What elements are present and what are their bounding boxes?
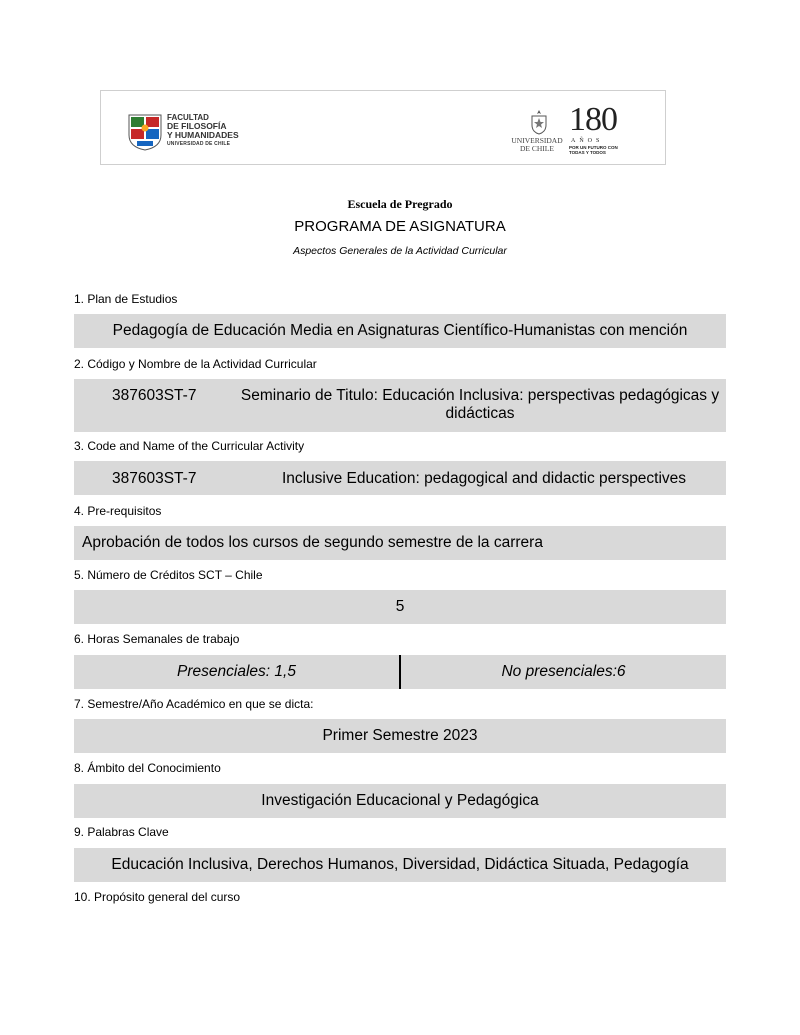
anniversary-number: 180 [569, 101, 617, 138]
section-8-label: 8. Ámbito del Conocimiento [74, 761, 221, 775]
section-8-box [74, 784, 726, 818]
section-5-box [74, 590, 726, 624]
activity-code-en: 387603ST-7 [112, 470, 197, 487]
section-3-label: 3. Code and Name of the Curricular Activity [74, 439, 305, 453]
section-3-box [74, 461, 726, 495]
section-7-box [74, 719, 726, 753]
prerequisites-value: Aprobación de todos los cursos de segundo semestre de la carrera [82, 534, 543, 551]
section-6-box [74, 655, 726, 689]
school-title: Escuela de Pregrado [347, 197, 453, 211]
credits-value: 5 [395, 598, 405, 615]
activity-code: 387603ST-7 [112, 387, 197, 404]
section-5-label: 5. Número de Créditos SCT – Chile [74, 568, 263, 582]
university-name: UNIVERSIDAD DE CHILE [511, 136, 563, 153]
section-10-label: 10. Propósito general del curso [74, 890, 241, 904]
hours-no-presencial: No presenciales:6 [501, 663, 626, 680]
section-2-label: 2. Código y Nombre de la Actividad Curricular [74, 357, 317, 371]
section-9-label: 9. Palabras Clave [74, 825, 169, 839]
anniversary-word: AÑOS [571, 138, 604, 144]
section-4-label: 4. Pre-requisitos [74, 504, 162, 518]
hours-presencial: Presenciales: 1,5 [177, 663, 296, 680]
university-emblem-icon [529, 109, 549, 135]
knowledge-area-value: Investigación Educacional y Pedagógica [261, 792, 539, 809]
activity-name-en: Inclusive Education: pedagogical and didactic perspectives [281, 470, 687, 487]
keywords-value: Educación Inclusiva, Derechos Humanos, Diversidad, Didáctica Situada, Pedagogía [111, 856, 689, 873]
faculty-name: FACULTAD DE FILOSOFÍA Y HUMANIDADES UNIVERSIDAD DE CHILE [167, 113, 239, 147]
section-2-box [74, 379, 726, 432]
program-subtitle: Aspectos Generales de la Actividad Curricular [293, 245, 507, 257]
section-4-box [74, 526, 726, 560]
header-banner [100, 90, 666, 165]
section-1-box [74, 314, 726, 348]
section-7-label: 7. Semestre/Año Académico en que se dicta: [74, 697, 314, 711]
study-plan-value: Pedagogía de Educación Media en Asignaturas Científico-Humanistas con mención [112, 322, 688, 339]
section-6-label: 6. Horas Semanales de trabajo [74, 632, 240, 646]
activity-name: Seminario de Titulo: Educación Inclusiva: perspectivas pedagógicas y didácticas [240, 387, 720, 422]
section-1-label: 1. Plan de Estudios [74, 292, 178, 306]
faculty-shield-icon [127, 111, 163, 151]
section-9-box [74, 848, 726, 882]
semester-value: Primer Semestre 2023 [322, 727, 478, 744]
program-title: PROGRAMA DE ASIGNATURA [294, 218, 506, 235]
anniversary-tagline: POR UN FUTURO CON TODAS Y TODOS [569, 145, 618, 155]
